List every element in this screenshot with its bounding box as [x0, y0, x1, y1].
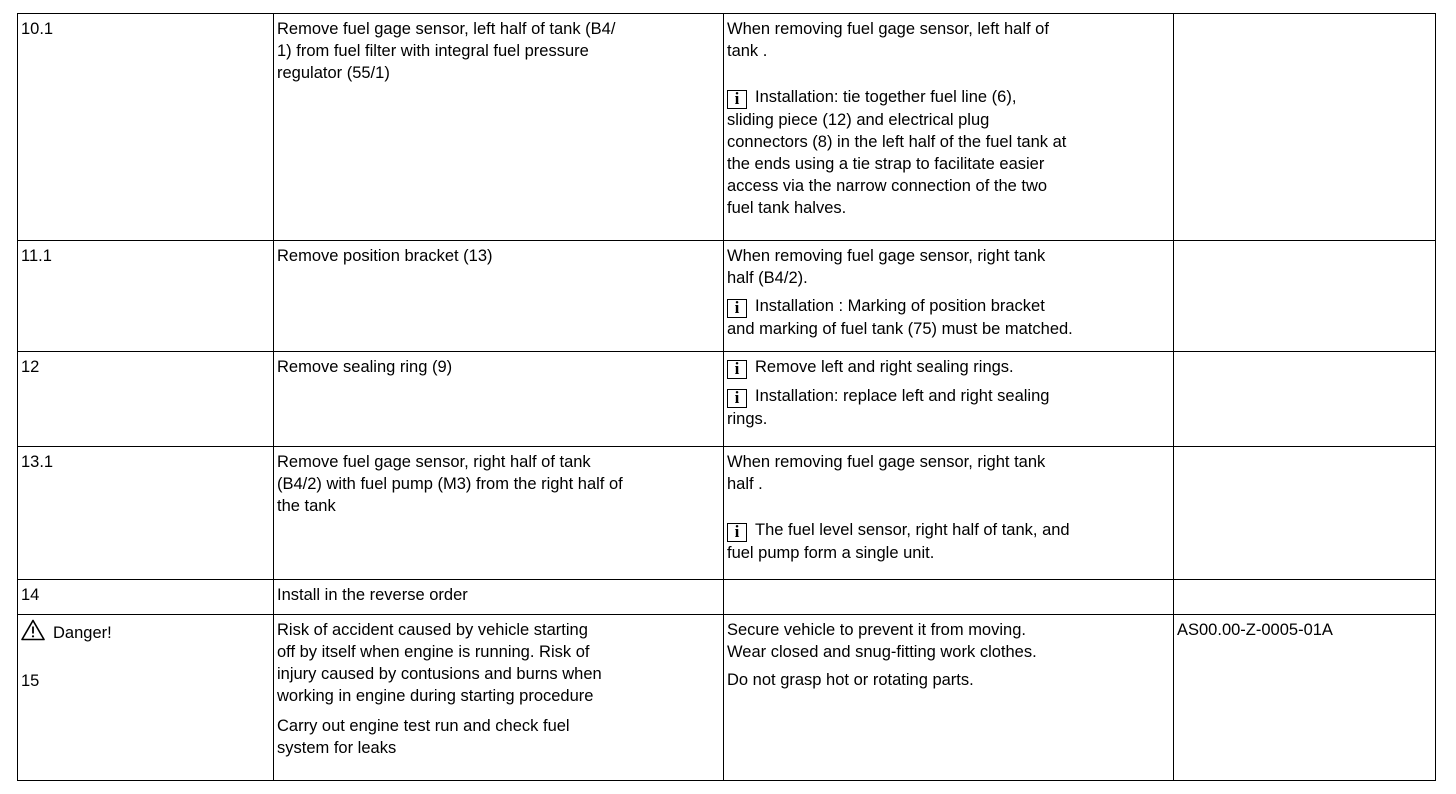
- installation-note: [727, 295, 1170, 340]
- task-text: Remove fuel gage sensor, right half of tank (B4/2) with fuel pump (M3) from the right half of the tank: [277, 453, 623, 515]
- reference-cell: [1174, 580, 1436, 615]
- task-cell: [274, 241, 724, 352]
- step-cell: [18, 447, 274, 580]
- danger-label: Danger!: [53, 624, 112, 642]
- note-intro: When removing fuel gage sensor, right tank half .: [727, 453, 1046, 493]
- step-cell: [18, 14, 274, 241]
- reference-code: AS00.00-Z-0005-01A: [1177, 621, 1333, 639]
- task-text: Carry out engine test run and check fuel system for leaks: [277, 717, 570, 757]
- reference-cell: [1174, 14, 1436, 241]
- task-text: Install in the reverse order: [277, 586, 468, 604]
- warning-triangle-icon: [21, 619, 45, 641]
- safety-note: Do not grasp hot or rotating parts.: [727, 671, 974, 689]
- reference-cell: [1174, 615, 1436, 781]
- note-cell: [724, 447, 1174, 580]
- note-cell: [724, 352, 1174, 447]
- info-text: Remove left and right sealing rings.: [755, 358, 1014, 376]
- step-cell: [18, 580, 274, 615]
- reference-cell: [1174, 352, 1436, 447]
- info-icon: i: [727, 299, 747, 318]
- task-cell: [274, 580, 724, 615]
- note-intro: When removing fuel gage sensor, left half of tank .: [727, 20, 1049, 60]
- table-row: [18, 580, 1436, 615]
- table-row: [18, 447, 1436, 580]
- installation-text: Installation: tie together fuel line (6), sliding piece (12) and electrical plug connectors (8) in the left half of the fuel tank at the ends using a tie strap to facilitate easier access via the narrow connection of the two fuel tank halves.: [727, 88, 1067, 217]
- step-number: 11.1: [21, 247, 52, 265]
- note-cell: [724, 615, 1174, 781]
- table-row: [18, 352, 1436, 447]
- info-icon: i: [727, 360, 747, 379]
- installation-note: [727, 385, 1170, 430]
- step-cell: [18, 615, 274, 781]
- info-text: The fuel level sensor, right half of tank, and fuel pump form a single unit.: [727, 521, 1070, 562]
- task-cell: [274, 447, 724, 580]
- step-number: 14: [21, 586, 40, 604]
- info-note: [727, 356, 1170, 379]
- note-cell: [724, 241, 1174, 352]
- step-number: 12: [21, 358, 40, 376]
- table-row: [18, 14, 1436, 241]
- table-row: [18, 241, 1436, 352]
- task-cell: [274, 352, 724, 447]
- danger-heading: [21, 619, 270, 644]
- step-number: 13.1: [21, 453, 54, 471]
- task-text: Remove position bracket (13): [277, 247, 493, 265]
- info-icon: i: [727, 523, 747, 542]
- note-intro: When removing fuel gage sensor, right tank half (B4/2).: [727, 247, 1046, 287]
- installation-note: [727, 86, 1170, 219]
- danger-text: Risk of accident caused by vehicle starting off by itself when engine is running. Risk of injury caused by contusions and burns when working in engine during starting procedure: [277, 621, 602, 705]
- step-number: 10.1: [21, 20, 54, 38]
- step-cell: [18, 241, 274, 352]
- procedure-table: [17, 13, 1436, 781]
- note-cell: [724, 14, 1174, 241]
- info-icon: i: [727, 90, 747, 109]
- info-icon: i: [727, 389, 747, 408]
- safety-note: Secure vehicle to prevent it from moving. Wear closed and snug-fitting work clothes.: [727, 621, 1037, 661]
- task-text: Remove fuel gage sensor, left half of tank (B4/ 1) from fuel filter with integral fuel pressure regulator (55/1): [277, 20, 616, 82]
- step-cell: [18, 352, 274, 447]
- task-cell: [274, 14, 724, 241]
- reference-cell: [1174, 241, 1436, 352]
- installation-text: Installation : Marking of position bracket and marking of fuel tank (75) must be matched.: [727, 297, 1073, 338]
- info-note: [727, 519, 1170, 564]
- step-number: 15: [21, 672, 40, 690]
- table-row: [18, 615, 1436, 781]
- note-cell: [724, 580, 1174, 615]
- reference-cell: [1174, 447, 1436, 580]
- installation-text: Installation: replace left and right sealing rings.: [727, 387, 1050, 428]
- task-text: Remove sealing ring (9): [277, 358, 453, 376]
- task-cell: [274, 615, 724, 781]
